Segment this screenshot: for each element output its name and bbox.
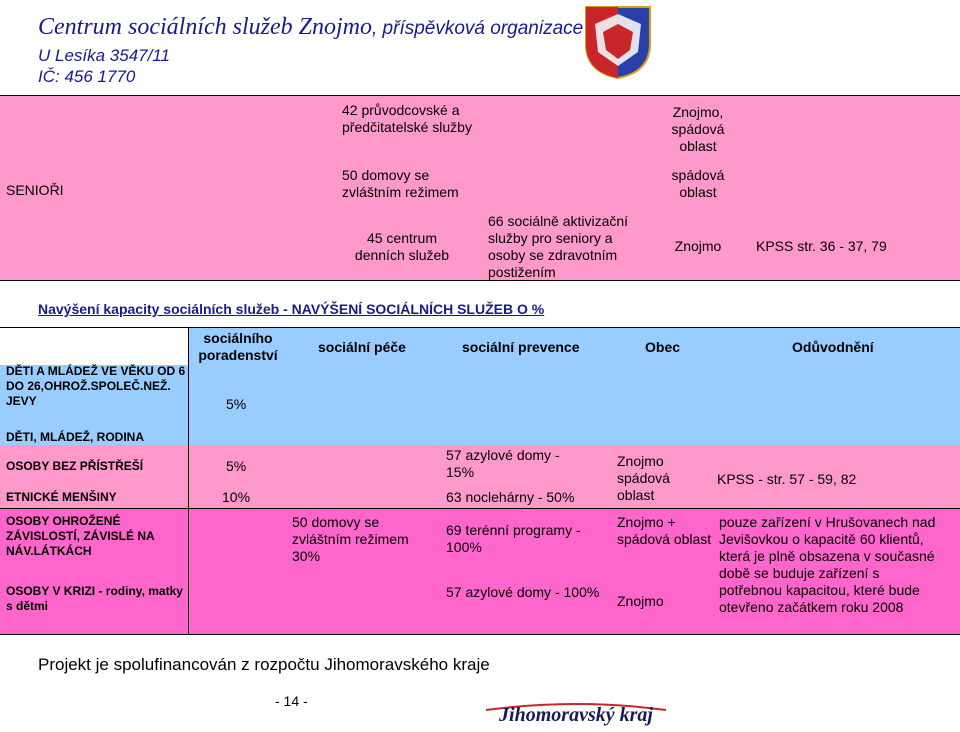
header-prevention: sociální prevence	[462, 339, 580, 355]
jihomoravsky-kraj-logo	[486, 700, 666, 732]
cofinanced-note: Projekt je spolufinancován z rozpočtu Jihomoravského kraje	[38, 655, 490, 674]
row-homeless-reason: KPSS - str. 57 - 59, 82	[717, 471, 857, 487]
row-children-counsel: 5%	[226, 396, 247, 412]
row-homeless-label: OSOBY BEZ PŘÍSTŘEŠÍ	[6, 459, 144, 473]
row-crisis-label: OSOBY V KRIZI - rodiny, matky s dětmi	[6, 584, 183, 613]
org-ic: IČ: 456 1770	[38, 67, 136, 86]
row-homeless-prevention: 57 azylové domy - 15%	[446, 447, 560, 480]
row-addicts-care: 50 domovy se zvláštním režimem 30%	[292, 514, 409, 564]
org-type: , příspěvková organizace	[372, 18, 584, 39]
row-homeless-counsel: 5%	[226, 458, 247, 474]
row-crisis-place: Znojmo	[617, 593, 664, 609]
header-reason: Odůvodnění	[792, 339, 874, 355]
row-minorities-prevention: 63 noclehárny - 50%	[446, 489, 575, 505]
row-crisis-prevention: 57 azylové domy - 100%	[446, 584, 600, 600]
row-reason-text: pouze zařízení v Hrušovanech nad Jevišovkou o kapacitě 60 klientů, která je plně obsazena v současné době se buduje zařízení s potřebnou kapacitou, které bude otevřeno začátkem roku 2008	[719, 514, 936, 615]
seniors-label: SENIOŘI	[6, 182, 64, 198]
row-minorities-label: ETNICKÉ MENŠINY	[6, 490, 117, 504]
page-number: - 14 -	[275, 693, 308, 709]
service-item: 42 průvodcovské a předčitatelské služby	[342, 102, 472, 135]
header-obec: Obec	[645, 339, 681, 355]
place-cell: Znojmo	[674, 238, 722, 254]
service-item: 45 centrum denních služeb	[354, 230, 450, 263]
header-care: sociální péče	[318, 339, 406, 355]
org-title	[38, 14, 583, 41]
logo-text: Jihomoravský kraj	[499, 704, 653, 726]
row-addicts-prevention: 69 terénní programy - 100%	[446, 522, 581, 555]
service-item: 66 sociálně aktivizační služby pro seniory a osoby se zdravotním postižením	[488, 213, 629, 280]
row-addicts-place: Znojmo + spádová oblast	[617, 514, 712, 547]
org-address: U Lesíka 3547/11	[38, 46, 170, 65]
row-addicts-label: OSOBY OHROŽENÉ ZÁVISLOSTÍ, ZÁVISLÉ NA NÁV.LÁTKÁCH	[6, 514, 155, 558]
org-name: Centrum sociálních služeb Znojmo	[38, 14, 372, 40]
kpss-reference: KPSS str. 36 - 37, 79	[756, 238, 887, 254]
row-children-label: DĚTI A MLÁDEŽ VE VĚKU OD 6 DO 26,OHROŽ.SPOLEČ.NEŽ. JEVY	[6, 364, 186, 408]
row-minorities-counsel: 10%	[222, 489, 251, 505]
header-counsel: sociálního poradenství	[198, 330, 278, 363]
increase-heading: Navýšení kapacity sociálních služeb - NAVÝŠENÍ SOCIÁLNÍCH SLUŽEB O %	[38, 301, 545, 317]
place-cell: spádová oblast	[671, 167, 725, 200]
row-homeless-place: Znojmo spádová oblast	[617, 453, 670, 503]
place-cell: Znojmo, spádová oblast	[671, 104, 725, 154]
coat-of-arms-icon	[583, 4, 653, 80]
service-item: 50 domovy se zvláštním režimem	[342, 167, 459, 200]
row-family-label: DĚTI, MLÁDEŽ, RODINA	[6, 430, 144, 444]
